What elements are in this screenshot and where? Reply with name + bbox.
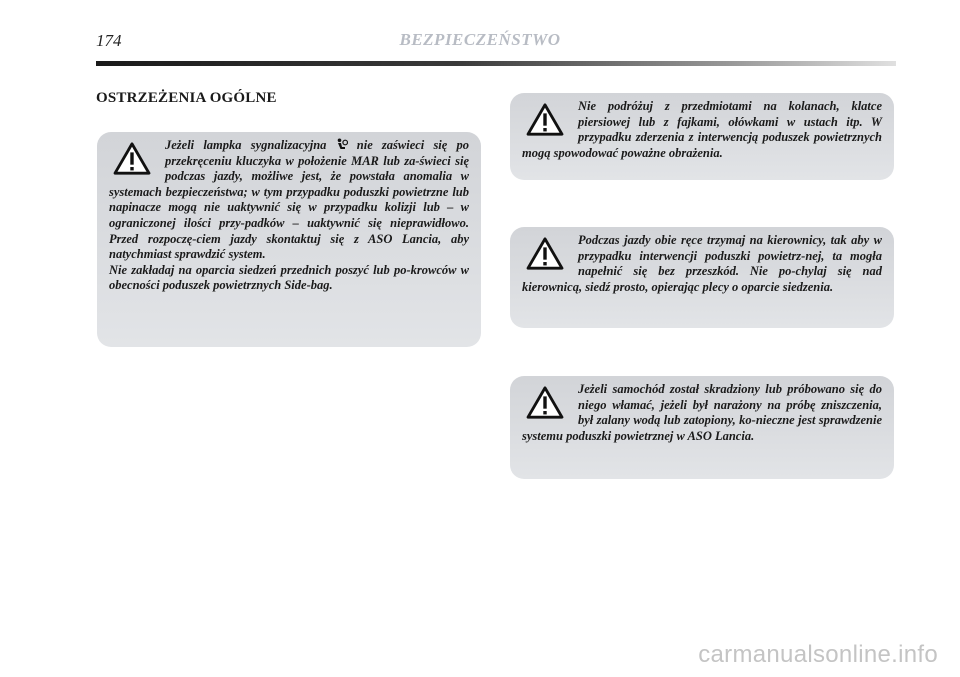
section-title: OSTRZEŻENIA OGÓLNE — [96, 90, 277, 106]
warning-triangle-icon — [113, 142, 151, 176]
warning-text-hands-on-wheel: Podczas jazdy obie ręce trzymaj na kierownicy, tak aby w przypadku interwencji poduszki powietrz-nej, ta mogła napełnić się bez przeszkód. Nie po-chylaj się nad kierownicą, siedź prosto, opierając plecy o oparcie siedzenia. — [522, 233, 882, 294]
page-number: 174 — [96, 31, 122, 50]
warning-triangle-icon — [526, 103, 564, 137]
watermark-link[interactable]: carmanualsonline.info — [698, 641, 938, 668]
warning-text-airbag-lamp: Jeżeli lampka sygnalizacyjna nie zaświeci się po przekręceniu kluczyka w położenie MAR lub za-świeci się podczas jazdy, możliwe jest, że powstała anomalia w systemach bezpieczeństwa; w tym przypadku poduszki powietrzne lub napinacze mogą nie uaktywnić się w przypadku kolizji lub – w ograniczonej ilości przy-padków – uaktywnić się nieprawidłowo. Przed rozpoczę-ciem jazdy skontaktuj się z ASO Lancia, aby natychmiast sprawdzić system. — [109, 138, 470, 262]
warning-box-objects — [510, 93, 894, 180]
warning-box-theft — [510, 376, 894, 479]
warning-triangle-icon — [526, 386, 564, 420]
warning-box-hands-on-wheel — [510, 227, 894, 328]
airbag-warning-lamp-icon — [336, 138, 348, 151]
warning-text-theft: Jeżeli samochód został skradziony lub próbowano się do niego włamać, jeżeli był narażony na próbę zniszczenia, był zalany wodą lub zatopiony, ko-nieczne jest sprawdzenie systemu poduszki powietrznej w ASO Lancia. — [522, 382, 882, 443]
warning-text-objects: Nie podróżuj z przedmiotami na kolanach, klatce piersiowej lub z fajkami, ołówkami w ustach itp. W przypadku zderzenia z interwencją poduszek powietrznych mogą spowodować poważne obrażenia. — [522, 99, 882, 160]
warning-text-side-bag: Nie zakładaj na oparcia siedzeń przednich poszyć lub po-krowców w obecności poduszek powietrznych Side-bag. — [109, 262, 469, 293]
chapter-title: BEZPIECZEŃSTWO — [399, 30, 561, 49]
warning-box-airbag-lamp — [97, 132, 481, 347]
warning-triangle-icon — [526, 237, 564, 271]
header-rule — [96, 61, 896, 66]
